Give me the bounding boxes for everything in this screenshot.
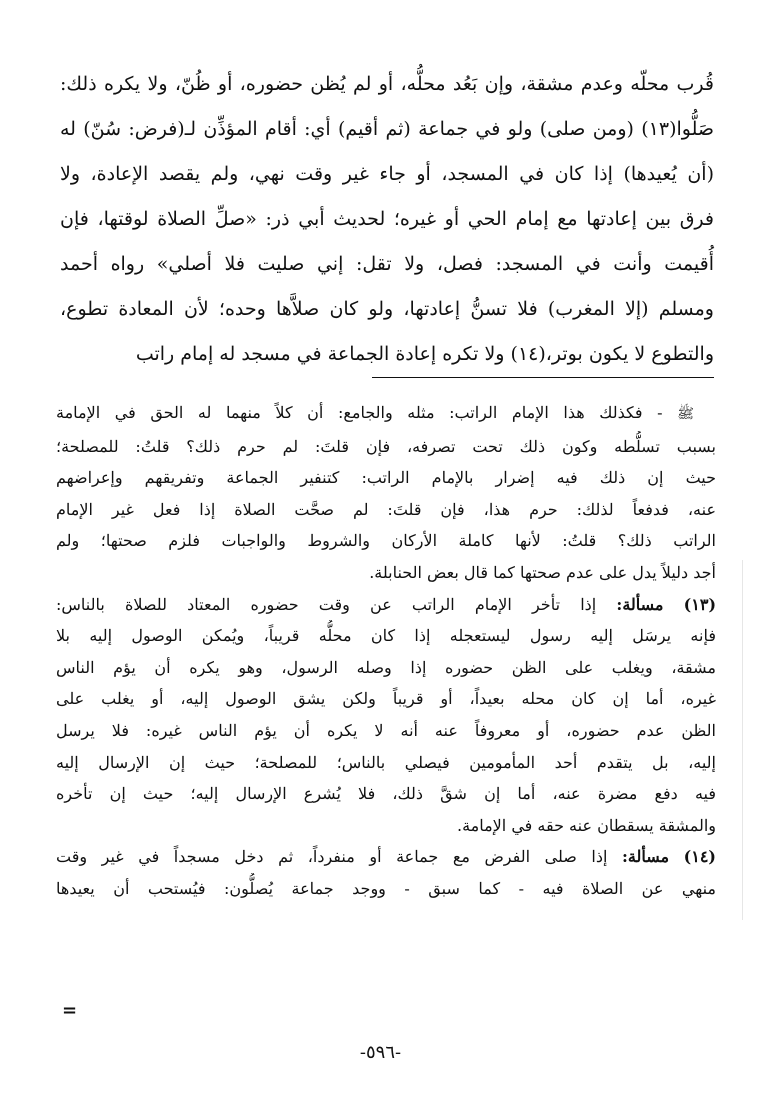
footnote-14 [56,841,716,904]
footnotes-section [56,397,716,905]
footnote-continuation [56,397,716,589]
main-text-line: قُرب محلّه وعدم مشقة، وإن بَعُد محلُّه، أو لم يُظن حضوره، أو ظُنّ، ولا يكره ذلك: [60,73,714,95]
footnote-line: والمشقة يسقطان عنه حقه في الإمامة. [457,815,716,835]
footnote-line-text: إذا صلى الفرض مع جماعة أو منفرداً، ثم دخل مسجداً في غير وقت [56,847,608,867]
footnote-line: فيه دفع مضرة عنه، أما إن شقَّ ذلك، فلا يُشرع الإرسال إليه؛ حيث إن تأخره [56,784,716,804]
main-text-body [60,62,714,377]
footnote-line: مشقة، ويغلب على الظن حضوره إذا وصله الرسول، وهو يكره أن يؤم الناس [56,657,716,677]
main-text-line: فرق بين إعادتها مع إمام الحي أو غيره؛ لحديث أبي ذر: «صلِّ الصلاة لوقتها، فإن [60,208,714,230]
main-text-line: (أن يُعيدها) إذا كان في المسجد، أو جاء غير وقت نهي، ولم يقصد الإعادة، ولا [60,163,714,185]
page-number: -٥٩٦- [359,1042,402,1063]
footnote-line: أجد دليلاً يدل على عدم صحتها كما قال بعض الحنابلة. [369,562,716,582]
footnote-13 [56,589,716,842]
main-text-line: صَلُّوا(١٣) (ومن صلى) ولو في جماعة (ثم أقيم) أي: أقام المؤذِّن لـ(فرض: سُنّ) له [60,118,714,140]
footnote-line-text: - فكذلك هذا الإمام الراتب: مثله والجامع: أن كلاً منهما له الحق في الإمامة [56,403,663,422]
footnote-line: عنه، فدفعاً لذلك: حرم هذا، فإن قلتَ: لم صحَّت الصلاة إذا فعل غير الإمام [56,499,716,519]
main-text-line: أُقيمت وأنت في المسجد: فصل، ولا تقل: إني صليت فلا أصلي» رواه أحمد [60,253,714,275]
footnote-line: منهي عن الصلاة فيه - كما سبق - ووجد جماعة يُصلُّون: فيُستحب أن يعيدها [56,878,716,898]
footnote-number: (١٤) [683,847,716,867]
footnote-line: الظن عدم حضوره، أو معروفاً عنه أنه لا يكره أن يؤم الناس غيره: فلا يرسل [56,720,716,740]
footnote-divider [372,377,714,378]
footnote-line [56,589,716,621]
footnote-line [56,841,716,873]
footnote-line: حيث إن ذلك فيه إضرار بالإمام الراتب: كتنفير الجماعة وتفريقهم وإعراضهم [56,468,716,488]
main-text-line: ومسلم (إلا المغرب) فلا تسنُّ إعادتها، ولو كان صلاَّها وحده؛ لأن المعادة تطوع، [60,298,714,320]
footnote-line [56,397,716,431]
footnote-line: إليه، بل يتقدم أحد المأمومين فيصلي بالناس؛ للمصلحة؛ حيث إن الإرسال إليه [56,752,716,772]
footnote-number: (١٣) [683,594,716,614]
margin-rule [742,560,743,920]
footnote-line: بسبب تسلُّطه وكون ذلك تحت تصرفه، فإن قلتَ: لم حرم ذلك؟ قلتُ: للمصلحة؛ [56,436,716,456]
continuation-mark: = [62,1000,78,1021]
footnote-label: مسألة: [622,847,670,867]
footnote-label: مسألة: [616,594,664,614]
salla-glyph: ﷺ [677,406,694,422]
footnote-line: فإنه يرسَل إليه رسول ليستعجله إذا كان محلُّه قريباً، ويُمكن الوصول إليه بلا [56,626,716,646]
footnote-line: الراتب ذلك؟ قلتُ: لأنها كاملة الأركان والشروط والواجبات فلزم صحتها؛ ولم [56,531,716,551]
footnote-line-text: إذا تأخر الإمام الراتب عن وقت حضوره المعتاد للصلاة بالناس: [56,594,597,614]
main-text-line: والتطوع لا يكون بوتر،(١٤) ولا تكره إعادة الجماعة في مسجد له إمام راتب [135,343,714,365]
footnote-line: غيره، أما إن كان محله بعيداً، أو قريباً ولكن يشق الوصول إليه، أو يغلب على [56,689,716,709]
